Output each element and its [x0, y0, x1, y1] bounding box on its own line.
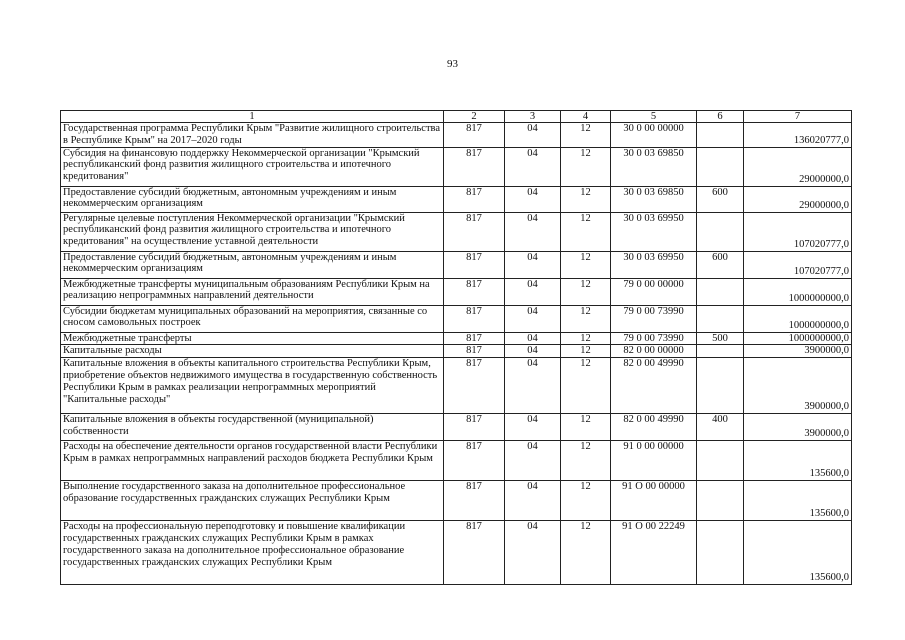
row-ved: 817: [444, 123, 505, 148]
row-target-article: 82 0 00 49990: [611, 414, 697, 441]
row-amount: 107020777,0: [744, 251, 852, 278]
row-subsection: 12: [561, 251, 611, 278]
row-target-article: 82 0 00 49990: [611, 358, 697, 414]
row-subsection: 12: [561, 147, 611, 186]
table-row: [61, 332, 852, 345]
row-target-article: 79 0 00 00000: [611, 278, 697, 305]
row-section: 04: [505, 123, 561, 148]
row-target-article: 30 0 03 69950: [611, 251, 697, 278]
column-number-3: 3: [505, 111, 561, 123]
row-name: Межбюджетные трансферты: [61, 332, 444, 345]
row-amount: 29000000,0: [744, 147, 852, 186]
row-ved: 817: [444, 278, 505, 305]
row-target-article: 91 О 00 00000: [611, 481, 697, 521]
row-subsection: 12: [561, 332, 611, 345]
row-name: Предоставление субсидий бюджетным, автономным учреждениям и иным некоммерческим организациям: [61, 186, 444, 212]
row-expense-type: [697, 481, 744, 521]
row-amount: 29000000,0: [744, 186, 852, 212]
table-row: [61, 123, 852, 148]
table-row: [61, 345, 852, 358]
row-name: Предоставление субсидий бюджетным, автономным учреждениям и иным некоммерческим организациям: [61, 251, 444, 278]
column-number-row: [61, 111, 852, 123]
row-section: 04: [505, 305, 561, 332]
row-ved: 817: [444, 212, 505, 251]
row-expense-type: [697, 521, 744, 585]
table-row: [61, 251, 852, 278]
row-target-article: 30 0 03 69850: [611, 186, 697, 212]
table-row: [61, 212, 852, 251]
table-row: [61, 358, 852, 414]
row-ved: 817: [444, 305, 505, 332]
row-section: 04: [505, 345, 561, 358]
row-expense-type: [697, 305, 744, 332]
row-amount: 136020777,0: [744, 123, 852, 148]
column-number-5: 5: [611, 111, 697, 123]
row-amount: 1000000000,0: [744, 305, 852, 332]
row-section: 04: [505, 358, 561, 414]
row-name: Межбюджетные трансферты муниципальным образованиям Республики Крым на реализацию непрограммных направлений деятельности: [61, 278, 444, 305]
row-subsection: 12: [561, 212, 611, 251]
row-section: 04: [505, 481, 561, 521]
table-row: [61, 521, 852, 585]
row-amount: 135600,0: [744, 441, 852, 481]
row-ved: 817: [444, 521, 505, 585]
row-ved: 817: [444, 345, 505, 358]
row-subsection: 12: [561, 123, 611, 148]
row-ved: 817: [444, 414, 505, 441]
row-section: 04: [505, 414, 561, 441]
row-expense-type: [697, 212, 744, 251]
row-amount: 1000000000,0: [744, 278, 852, 305]
table-row: [61, 186, 852, 212]
row-amount: 135600,0: [744, 521, 852, 585]
row-name: Капитальные вложения в объекты капитального строительства Республики Крым, приобретение объектов недвижимого имущества в государственную собственность Республики Крым в рамках реализации непрограммных мероприятий "Капитальные расходы": [61, 358, 444, 414]
row-ved: 817: [444, 481, 505, 521]
column-number-6: 6: [697, 111, 744, 123]
row-expense-type: [697, 123, 744, 148]
row-name: Расходы на профессиональную переподготовку и повышение квалификации государственных гражданских служащих Республики Крым в рамках государственного заказа на дополнительное профессиональное образование государственных гражданских служащих Республики Крым: [61, 521, 444, 585]
row-section: 04: [505, 521, 561, 585]
row-target-article: 91 О 00 22249: [611, 521, 697, 585]
row-target-article: 30 0 03 69950: [611, 212, 697, 251]
row-subsection: 12: [561, 305, 611, 332]
row-expense-type: 500: [697, 332, 744, 345]
row-name: Субсидия на финансовую поддержку Некоммерческой организации "Крымский республиканский фонд развития жилищного строительства и ипотечного кредитования": [61, 147, 444, 186]
row-section: 04: [505, 147, 561, 186]
row-name: Расходы на обеспечение деятельности органов государственной власти Республики Крым в рамках непрограммных направлений расходов бюджета Республики Крым: [61, 441, 444, 481]
row-subsection: 12: [561, 345, 611, 358]
table-row: [61, 414, 852, 441]
row-section: 04: [505, 251, 561, 278]
row-target-article: 79 0 00 73990: [611, 332, 697, 345]
table-row: [61, 278, 852, 305]
row-name: Выполнение государственного заказа на дополнительное профессиональное образование государственных гражданских служащих Республики Крым: [61, 481, 444, 521]
table-row: [61, 441, 852, 481]
row-section: 04: [505, 441, 561, 481]
row-target-article: 30 0 03 69850: [611, 147, 697, 186]
column-number-2: 2: [444, 111, 505, 123]
row-subsection: 12: [561, 481, 611, 521]
row-expense-type: 600: [697, 251, 744, 278]
row-name: Регулярные целевые поступления Некоммерческой организации "Крымский республиканский фонд развития жилищного строительства и ипотечного кредитования" на осуществление уставной деятельности: [61, 212, 444, 251]
row-ved: 817: [444, 186, 505, 212]
row-expense-type: 400: [697, 414, 744, 441]
row-expense-type: 600: [697, 186, 744, 212]
table-row: [61, 481, 852, 521]
row-subsection: 12: [561, 521, 611, 585]
row-expense-type: [697, 345, 744, 358]
row-expense-type: [697, 147, 744, 186]
row-amount: 1000000000,0: [744, 332, 852, 345]
column-number-1: 1: [61, 111, 444, 123]
row-expense-type: [697, 358, 744, 414]
row-amount: 3900000,0: [744, 358, 852, 414]
row-target-article: 30 0 00 00000: [611, 123, 697, 148]
row-section: 04: [505, 186, 561, 212]
row-section: 04: [505, 332, 561, 345]
row-amount: 107020777,0: [744, 212, 852, 251]
row-section: 04: [505, 212, 561, 251]
row-subsection: 12: [561, 186, 611, 212]
row-name: Субсидии бюджетам муниципальных образований на мероприятия, связанные со сносом самовольных построек: [61, 305, 444, 332]
row-target-article: 91 0 00 00000: [611, 441, 697, 481]
row-subsection: 12: [561, 414, 611, 441]
budget-table: [60, 110, 852, 585]
page-number: 93: [447, 58, 458, 70]
budget-table-body: [61, 111, 852, 585]
row-name: Капитальные вложения в объекты государственной (муниципальной) собственности: [61, 414, 444, 441]
row-ved: 817: [444, 441, 505, 481]
row-amount: 3900000,0: [744, 414, 852, 441]
row-ved: 817: [444, 147, 505, 186]
table-row: [61, 305, 852, 332]
row-target-article: 79 0 00 73990: [611, 305, 697, 332]
row-ved: 817: [444, 358, 505, 414]
row-subsection: 12: [561, 358, 611, 414]
row-ved: 817: [444, 332, 505, 345]
row-amount: 3900000,0: [744, 345, 852, 358]
row-ved: 817: [444, 251, 505, 278]
row-expense-type: [697, 278, 744, 305]
row-subsection: 12: [561, 441, 611, 481]
row-subsection: 12: [561, 278, 611, 305]
row-target-article: 82 0 00 00000: [611, 345, 697, 358]
row-amount: 135600,0: [744, 481, 852, 521]
row-section: 04: [505, 278, 561, 305]
row-expense-type: [697, 441, 744, 481]
column-number-4: 4: [561, 111, 611, 123]
table-row: [61, 147, 852, 186]
row-name: Государственная программа Республики Крым "Развитие жилищного строительства в Республике Крым" на 2017–2020 годы: [61, 123, 444, 148]
column-number-7: 7: [744, 111, 852, 123]
row-name: Капитальные расходы: [61, 345, 444, 358]
